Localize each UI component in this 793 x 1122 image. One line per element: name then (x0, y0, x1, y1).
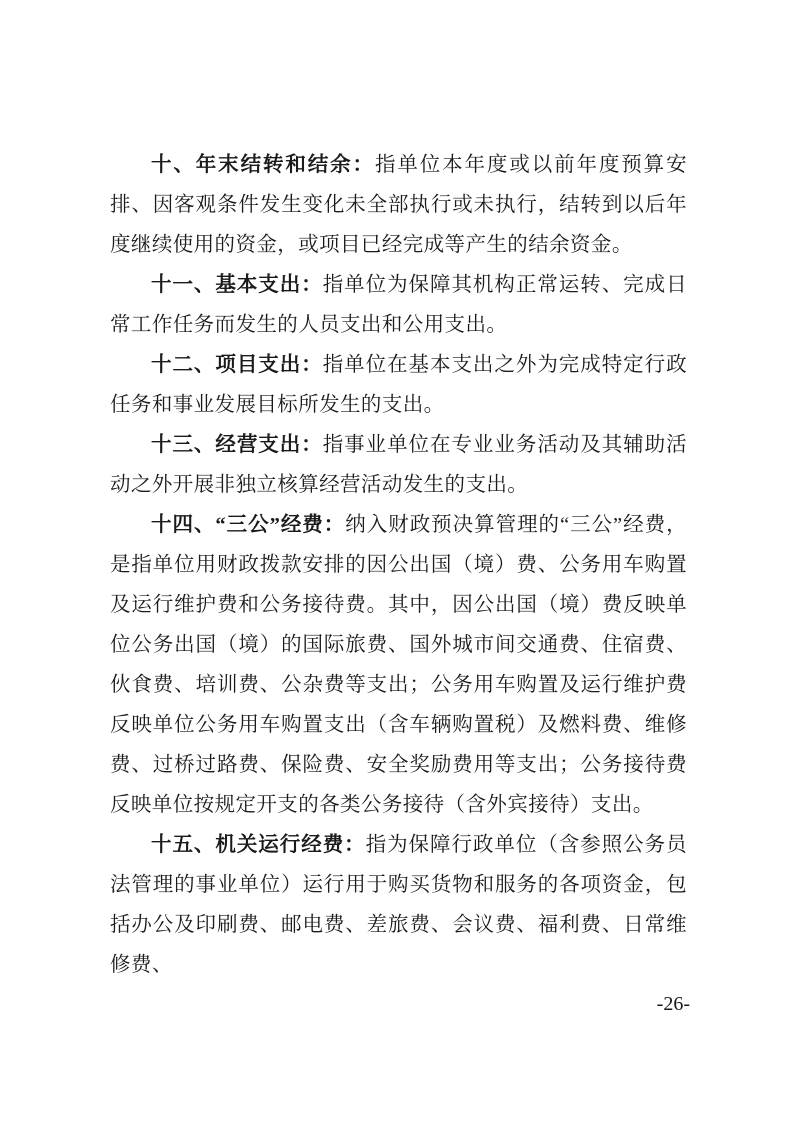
term-heading: 十五、机关运行经费： (151, 834, 366, 856)
definition-paragraph-basic-expenditure (110, 265, 687, 345)
document-body (110, 145, 687, 985)
term-definition: 指单位在基本支出之外为完成特定行政任务和事业发展目标所发生的支出。 (110, 354, 688, 416)
definition-paragraph-operating-expenditure (110, 425, 687, 505)
term-definition: 指为保障行政单位（含参照公务员法管理的事业单位）运行用于购买货物和服务的各项资金，包括办公及印刷费、邮电费、差旅费、会议费、福利费、日常维修费、 (110, 834, 687, 976)
term-definition: 纳入财政预决算管理的“三公”经费，是指单位用财政拨款安排的因公出国（境）费、公务用车购置及运行维护费和公务接待费。其中，因公出国（境）费反映单位公务出国（境）的国际旅费、国外城市间交通费、住宿费、伙食费、培训费、公杂费等支出；公务用车购置及运行维护费反映单位公务用车购置支出（含车辆购置税）及燃料费、维修费、过桥过路费、保险费、安全奖励费用等支出；公务接待费反映单位按规定开支的各类公务接待（含外宾接待）支出。 (110, 514, 687, 816)
definition-paragraph-agency-operating-funds (110, 825, 687, 985)
term-heading: 十二、项目支出： (151, 354, 323, 376)
term-definition: 指单位本年度或以前年度预算安排、因客观条件发生变化未全部执行或未执行，结转到以后年度继续使用的资金，或项目已经完成等产生的结余资金。 (110, 154, 687, 256)
term-definition: 指事业单位在专业业务活动及其辅助活动之外开展非独立核算经营活动发生的支出。 (110, 434, 688, 496)
term-definition: 指单位为保障其机构正常运转、完成日常工作任务而发生的人员支出和公用支出。 (110, 274, 688, 336)
term-heading: 十、年末结转和结余： (151, 154, 375, 176)
definition-paragraph-carryover (110, 145, 687, 265)
page-number: -26- (656, 993, 690, 1015)
term-heading: 十三、经营支出： (151, 434, 323, 456)
term-heading: 十四、“三公”经费： (151, 514, 346, 536)
definition-paragraph-project-expenditure (110, 345, 687, 425)
definition-paragraph-three-public-funds (110, 505, 687, 825)
term-heading: 十一、基本支出： (151, 274, 323, 296)
